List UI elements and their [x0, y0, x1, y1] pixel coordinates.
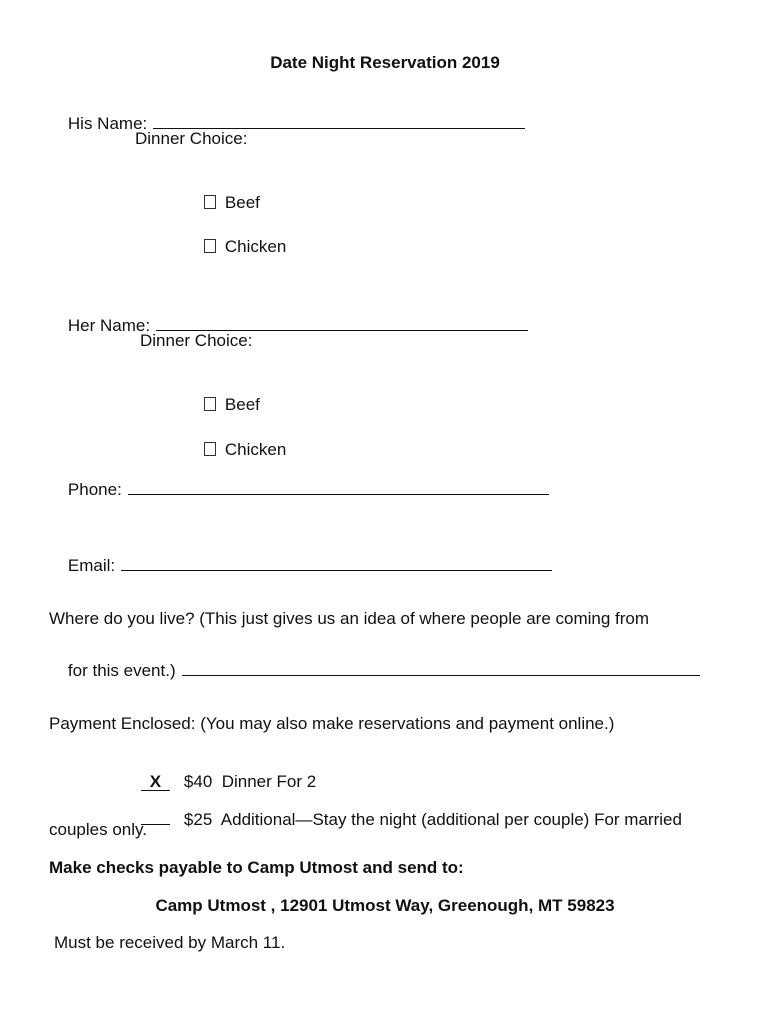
his-chicken-checkbox[interactable] — [204, 239, 216, 253]
her-beef-label: Beef — [224, 395, 260, 414]
her-dinner-choice-label: Dinner Choice: — [140, 331, 253, 350]
her-name-row — [49, 294, 528, 356]
checks-payable-note: Make checks payable to Camp Utmost and send to: — [49, 858, 464, 877]
payment-stay-continued: couples only. — [49, 820, 147, 839]
his-name-label: His Name: — [67, 114, 148, 133]
his-name-field[interactable] — [153, 112, 525, 129]
payment-dinner-mark[interactable]: X — [141, 773, 170, 791]
her-chicken-checkbox[interactable] — [204, 442, 216, 456]
his-chicken-label: Chicken — [224, 237, 287, 256]
phone-row — [49, 458, 549, 520]
phone-field[interactable] — [128, 478, 549, 495]
his-beef-label: Beef — [224, 193, 260, 212]
his-name-row — [49, 92, 525, 154]
email-field[interactable] — [121, 554, 552, 571]
form-title: Date Night Reservation 2019 — [270, 53, 500, 72]
payment-heading: Payment Enclosed: (You may also make reservations and payment online.) — [49, 714, 615, 733]
phone-label: Phone: — [67, 480, 122, 499]
where-question-line2: for this event.) — [67, 661, 176, 680]
her-beef-checkbox[interactable] — [204, 397, 216, 411]
email-label: Email: — [67, 556, 116, 575]
where-question-line1: Where do you live? (This just gives us an idea of where people are coming from — [49, 609, 650, 628]
payment-stay-text: $25 Additional—Stay the night (additional per couple) For married — [183, 810, 682, 829]
where-field[interactable] — [182, 659, 700, 676]
his-dinner-choice-label: Dinner Choice: — [135, 129, 248, 148]
her-name-label: Her Name: — [67, 316, 151, 335]
her-name-field[interactable] — [156, 314, 528, 331]
where-question-row — [49, 639, 700, 701]
his-option-chicken — [185, 217, 286, 277]
email-row — [49, 534, 552, 596]
mailing-address: Camp Utmost , 12901 Utmost Way, Greenough, MT 59823 — [155, 896, 615, 915]
his-beef-checkbox[interactable] — [204, 195, 216, 209]
deadline-note: Must be received by March 11. — [54, 933, 286, 952]
payment-option-stay — [122, 790, 682, 850]
her-chicken-label: Chicken — [224, 440, 287, 459]
payment-dinner-text: $40 Dinner For 2 — [183, 772, 317, 791]
